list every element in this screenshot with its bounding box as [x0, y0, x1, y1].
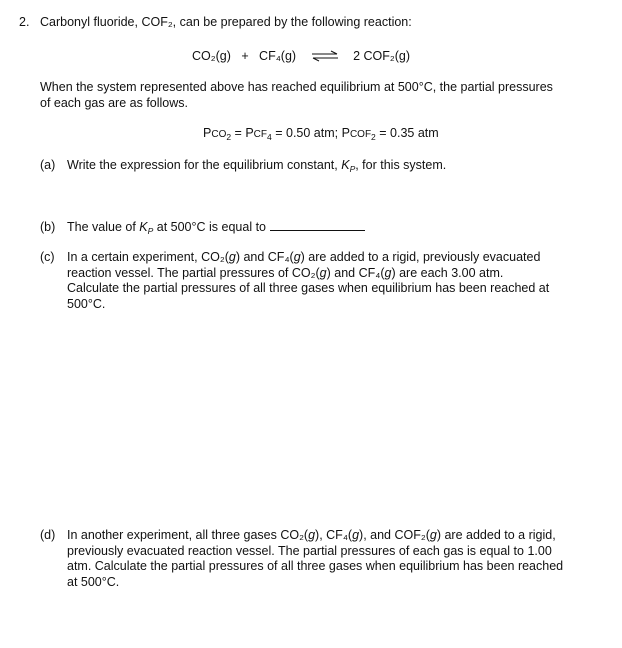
equilibrium-line-1: When the system represented above has reached equilibrium at 500°C, the partial pressures — [40, 80, 553, 94]
part-c-text — [67, 250, 549, 312]
part-a-label: (a) — [40, 158, 56, 172]
part-b-text-pre: The value of — [67, 220, 140, 234]
part-b-text-post: at 500°C is equal to — [153, 220, 266, 234]
part-c-line2-pre: reaction vessel. The partial pressures of CO₂( — [67, 265, 320, 280]
pressure-value-1: = 0.50 atm; — [271, 126, 342, 140]
part-a-text — [67, 158, 446, 174]
part-d-line1-b: ), and COF₂( — [359, 528, 430, 542]
reactant-co2: CO₂(g) — [192, 49, 231, 63]
plus-sign: + — [241, 49, 249, 63]
answer-blank[interactable] — [270, 220, 365, 231]
part-d-label: (d) — [40, 528, 56, 542]
part-d-line1-pre: In another experiment, all three gases CO₂( — [67, 528, 309, 542]
part-b-text — [67, 220, 365, 236]
kp-subscript: P — [349, 164, 356, 174]
part-a-text-post: , for this system. — [355, 158, 447, 172]
part-c-line1-post: ) are added to a rigid, previously evacuated — [300, 250, 541, 264]
gas-state: g — [384, 265, 392, 280]
part-c-line1-mid: ) and CF₄( — [235, 250, 294, 264]
p-co2-symbol: P — [203, 126, 212, 140]
gas-state: g — [352, 528, 360, 542]
part-c-line2-mid: ) and CF₄( — [326, 265, 385, 280]
partial-pressures — [203, 126, 439, 142]
part-d-line-2: previously evacuated reaction vessel. The partial pressures of each gas is equal to 1.00 — [67, 543, 552, 558]
equals-sign: = — [231, 126, 246, 140]
gas-state: g — [429, 528, 437, 542]
gas-state: g — [308, 528, 316, 542]
equilibrium-description — [40, 80, 610, 111]
pressure-value-2: = 0.35 atm — [375, 126, 439, 140]
part-c-line-4: 500°C. — [67, 296, 106, 311]
kp-subscript: P — [147, 226, 154, 236]
p-cf4-subscript: CF — [253, 129, 268, 140]
part-d-line-3: atm. Calculate the partial pressures of all three gases when equilibrium has been reached — [67, 559, 564, 573]
equilibrium-line-2: of each gas are as follows. — [40, 95, 188, 110]
kp-symbol: K — [139, 220, 148, 234]
part-b-label: (b) — [40, 220, 56, 234]
question-number: 2. — [19, 15, 30, 29]
part-d-line-4: at 500°C. — [67, 574, 120, 589]
reactant-cf4: CF₄(g) — [259, 49, 297, 63]
part-d-line-1 — [67, 528, 563, 544]
gas-state: g — [319, 265, 327, 280]
part-c-line1-pre: In a certain experiment, CO₂( — [67, 250, 229, 264]
gas-state: g — [293, 250, 301, 264]
part-d-text — [67, 528, 563, 590]
p-co2-subsubscript: 2 — [226, 132, 232, 142]
p-cof2-symbol: P — [341, 126, 350, 140]
part-c-line-3: Calculate the partial pressures of all three gases when equilibrium has been reached at — [67, 281, 550, 295]
reaction-equation — [192, 49, 410, 64]
part-c-line-2 — [67, 266, 549, 282]
p-cof2-subsubscript: 2 — [371, 132, 376, 142]
part-c-label: (c) — [40, 250, 55, 264]
equilibrium-arrow-icon — [310, 50, 340, 62]
part-c-line2-post: ) are each 3.00 atm. — [391, 265, 504, 280]
gas-state: g — [228, 250, 236, 264]
p-cof2-subscript: COF — [349, 129, 372, 140]
question-intro: Carbonyl fluoride, COF₂, can be prepared by the following reaction: — [40, 15, 412, 29]
p-cf4-subsubscript: 4 — [267, 132, 272, 142]
part-a-text-pre: Write the expression for the equilibrium constant, — [67, 158, 342, 172]
part-d-line1-post: ) are added to a rigid, — [436, 528, 556, 542]
product-cof2: 2 COF₂(g) — [353, 49, 411, 63]
part-d-line1-a: ), CF₄( — [315, 528, 353, 542]
p-co2-subscript: CO — [211, 129, 227, 140]
kp-symbol: K — [341, 158, 350, 172]
part-c-line-1 — [67, 250, 549, 266]
p-cf4-symbol: P — [245, 126, 254, 140]
